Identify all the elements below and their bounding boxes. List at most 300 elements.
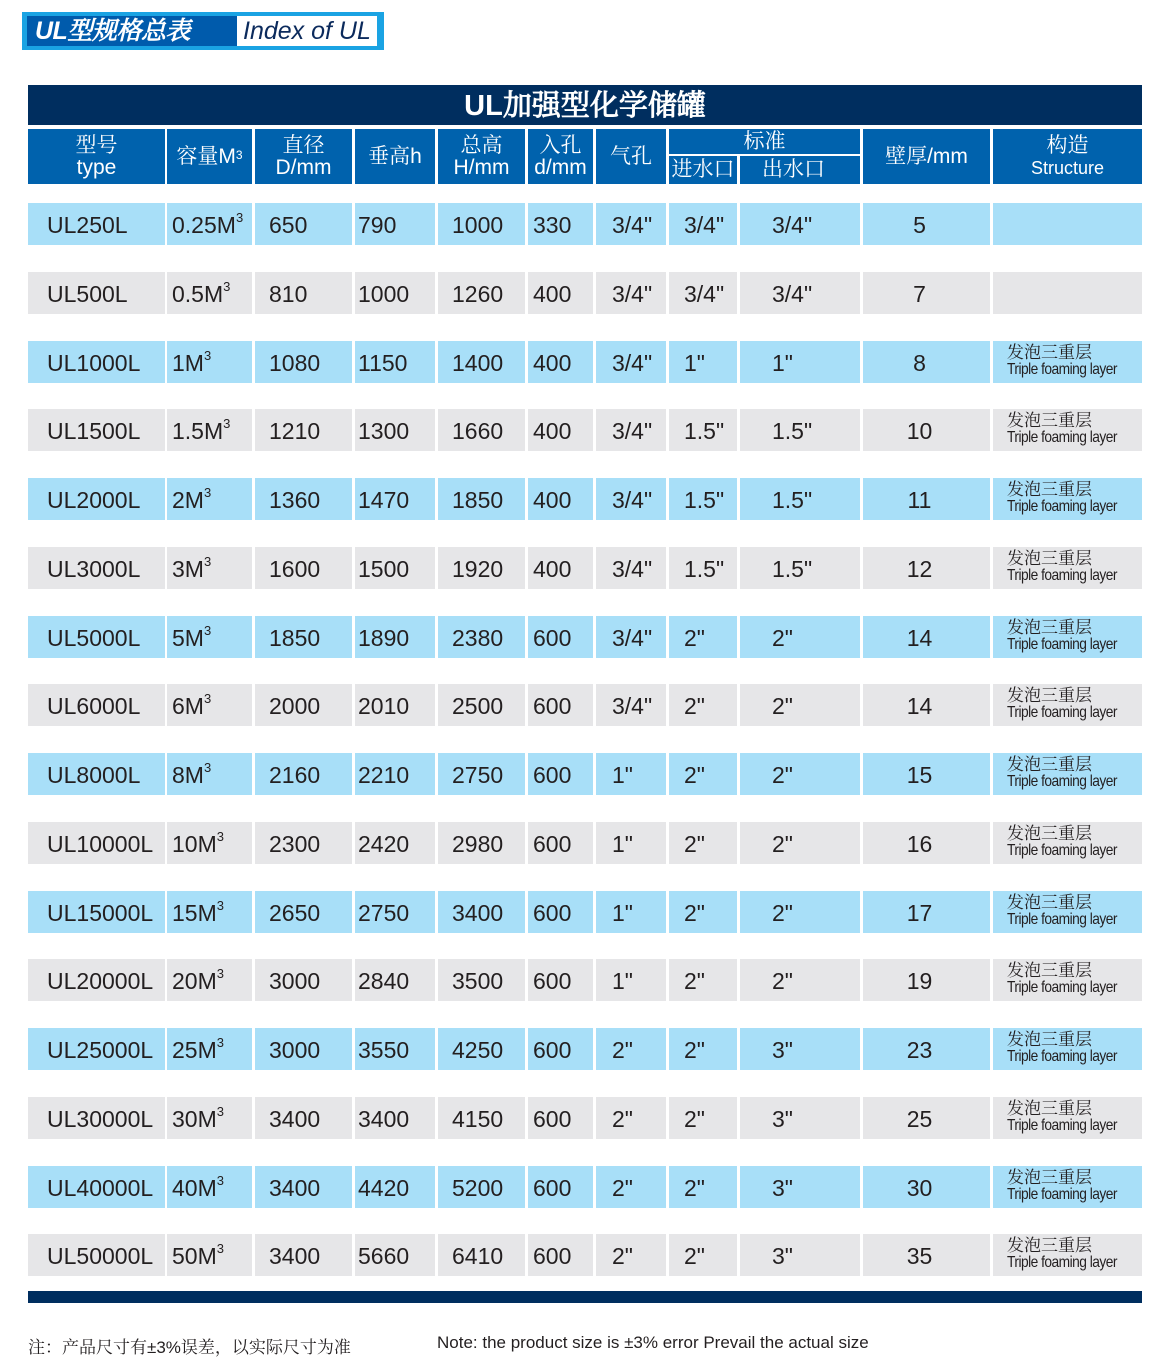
cell-vent — [596, 753, 666, 795]
cell-capacity-sup: 3 — [235, 210, 244, 225]
cell-height — [355, 341, 435, 383]
cell-capacity-value: 2M — [172, 487, 204, 513]
cell-manhole — [528, 1097, 593, 1139]
cell-outlet-value: 3/4" — [772, 280, 813, 307]
header-diameter — [255, 129, 352, 184]
cell-type — [28, 341, 165, 383]
cell-diameter-value: 1850 — [269, 624, 321, 651]
cell-structure — [993, 341, 1142, 383]
cell-manhole-value: 400 — [533, 280, 572, 307]
cell-capacity-sup: 3 — [203, 485, 212, 500]
cell-type-value: UL250L — [47, 212, 128, 238]
cell-type-value: UL5000L — [47, 624, 141, 651]
cell-capacity-sup: 3 — [223, 416, 231, 432]
cell-capacity-value: 25M — [172, 1037, 217, 1063]
cell-outlet — [740, 478, 860, 520]
header-structure-cn: 构造 — [1046, 133, 1089, 157]
cell-inlet-value: 1.5" — [684, 418, 725, 445]
cell-capacity — [167, 753, 252, 795]
cell-diameter-value: 650 — [269, 212, 308, 238]
cell-diameter-value: 3400 — [269, 1174, 321, 1201]
cell-diameter — [255, 891, 352, 933]
cell-total-height — [438, 341, 525, 383]
footer-note-cn: 注：产品尺寸有±3%误差，以实际尺寸为准 — [28, 1338, 351, 1357]
cell-inlet-value: 2" — [684, 1174, 705, 1201]
cell-outlet-value: 3" — [772, 1105, 793, 1132]
cell-capacity-value: 15M — [172, 899, 217, 926]
cell-total-height — [438, 203, 525, 245]
cell-total-height — [438, 1028, 525, 1070]
cell-diameter — [255, 616, 352, 658]
cell-wall-value: 7 — [913, 280, 926, 307]
cell-outlet — [740, 822, 860, 864]
cell-vent — [596, 684, 666, 726]
cell-manhole-value: 400 — [533, 349, 572, 376]
cell-type — [28, 547, 165, 589]
cell-total-height-value: 2500 — [452, 693, 504, 720]
cell-manhole — [528, 203, 593, 245]
cell-wall — [863, 272, 990, 314]
cell-outlet — [740, 1166, 860, 1208]
cell-capacity-value: 10M — [172, 830, 217, 857]
cell-capacity-value: 5M — [172, 624, 204, 651]
header-vent-label: 气孔 — [610, 144, 652, 168]
cell-diameter-value: 2000 — [269, 693, 321, 720]
cell-manhole-value: 600 — [533, 1037, 572, 1063]
cell-outlet-value: 3" — [772, 1174, 793, 1201]
cell-wall-value: 16 — [906, 830, 933, 857]
cell-structure-en: Triple foaming layer — [1007, 1254, 1118, 1272]
cell-capacity — [167, 822, 252, 864]
cell-inlet-value: 2" — [684, 1243, 705, 1270]
cell-inlet — [669, 1028, 737, 1070]
cell-outlet — [740, 959, 860, 1001]
cell-diameter — [255, 959, 352, 1001]
cell-diameter — [255, 1234, 352, 1276]
cell-total-height — [438, 409, 525, 451]
cell-height-value: 1150 — [358, 349, 408, 376]
header-standard-group — [669, 129, 860, 184]
cell-capacity — [167, 1234, 252, 1276]
cell-outlet — [740, 547, 860, 589]
cell-structure — [993, 203, 1142, 245]
cell-vent — [596, 341, 666, 383]
cell-outlet — [740, 272, 860, 314]
cell-structure — [993, 1234, 1142, 1276]
cell-diameter — [255, 1097, 352, 1139]
cell-wall — [863, 822, 990, 864]
cell-inlet-value: 3/4" — [684, 280, 725, 307]
footer-note-en: Note: the product size is ±3% error Prevail the actual size — [437, 1333, 869, 1352]
cell-outlet-value: 1.5" — [772, 418, 813, 445]
cell-type-value: UL1500L — [47, 418, 141, 445]
cell-diameter — [255, 547, 352, 589]
badge-title-cn: UL型规格总表 — [27, 16, 237, 46]
cell-structure — [993, 684, 1142, 726]
header-height — [355, 129, 435, 184]
cell-total-height — [438, 272, 525, 314]
header-structure-en: Structure — [1030, 157, 1105, 178]
cell-outlet — [740, 753, 860, 795]
cell-outlet — [740, 1234, 860, 1276]
cell-height — [355, 1028, 435, 1070]
cell-type-value: UL1000L — [47, 349, 141, 376]
cell-vent — [596, 616, 666, 658]
cell-manhole — [528, 684, 593, 726]
cell-inlet-value: 1" — [684, 349, 705, 376]
cell-outlet-value: 2" — [772, 830, 793, 857]
cell-structure — [993, 409, 1142, 451]
cell-structure-cn: 发泡三重层 — [1007, 755, 1092, 774]
header-total-height — [438, 129, 525, 184]
cell-manhole — [528, 547, 593, 589]
cell-height-value: 2010 — [358, 693, 410, 720]
cell-diameter-value: 1210 — [269, 418, 321, 445]
cell-vent-value: 2" — [612, 1037, 633, 1063]
cell-outlet-value: 2" — [772, 624, 793, 651]
cell-type — [28, 753, 165, 795]
cell-structure — [993, 616, 1142, 658]
cell-structure — [993, 891, 1142, 933]
cell-total-height — [438, 1234, 525, 1276]
cell-capacity-value: 6M — [172, 693, 204, 720]
cell-type — [28, 684, 165, 726]
cell-inlet — [669, 1234, 737, 1276]
cell-vent — [596, 1234, 666, 1276]
table-row — [0, 684, 1176, 726]
cell-structure-en: Triple foaming layer — [1007, 1048, 1118, 1065]
cell-structure — [993, 478, 1142, 520]
cell-type-value: UL40000L — [47, 1174, 154, 1201]
cell-total-height — [438, 547, 525, 589]
cell-type — [28, 959, 165, 1001]
cell-manhole — [528, 272, 593, 314]
cell-capacity — [167, 1166, 252, 1208]
cell-inlet — [669, 1097, 737, 1139]
cell-height-value: 2420 — [358, 830, 410, 857]
cell-type — [28, 272, 165, 314]
cell-capacity-sup: 3 — [216, 828, 224, 844]
cell-structure-en: Triple foaming layer — [1007, 635, 1118, 653]
cell-structure — [993, 272, 1142, 314]
cell-total-height-value: 5200 — [452, 1174, 504, 1201]
cell-capacity — [167, 959, 252, 1001]
cell-outlet — [740, 684, 860, 726]
cell-capacity — [167, 272, 252, 314]
cell-capacity-sup: 3 — [216, 1035, 224, 1050]
header-manhole — [528, 129, 593, 184]
header-type-cn: 型号 — [75, 133, 118, 157]
table-row — [0, 547, 1176, 589]
cell-manhole — [528, 1166, 593, 1208]
cell-vent-value: 2" — [612, 1174, 633, 1201]
header-capacity-label: 容量M — [176, 144, 236, 168]
cell-inlet — [669, 616, 737, 658]
cell-type — [28, 616, 165, 658]
cell-inlet — [669, 684, 737, 726]
cell-total-height-value: 1000 — [452, 212, 504, 238]
cell-type-value: UL2000L — [47, 487, 141, 513]
cell-outlet — [740, 203, 860, 245]
cell-capacity-value: 50M — [172, 1243, 217, 1270]
cell-total-height-value: 4150 — [452, 1105, 504, 1132]
cell-diameter-value: 1080 — [269, 349, 321, 376]
cell-inlet — [669, 891, 737, 933]
cell-structure — [993, 547, 1142, 589]
cell-outlet-value: 1" — [772, 349, 793, 376]
cell-inlet-value: 3/4" — [684, 212, 725, 238]
header-wall — [863, 129, 990, 184]
cell-outlet — [740, 341, 860, 383]
cell-capacity-value: 30M — [172, 1105, 217, 1132]
cell-outlet-value: 2" — [772, 693, 793, 720]
cell-manhole-value: 400 — [533, 418, 572, 445]
cell-vent — [596, 409, 666, 451]
cell-manhole — [528, 478, 593, 520]
cell-diameter-value: 3400 — [269, 1243, 321, 1270]
cell-manhole-value: 400 — [533, 487, 572, 513]
cell-inlet — [669, 959, 737, 1001]
cell-inlet — [669, 272, 737, 314]
cell-vent — [596, 203, 666, 245]
header-vent — [596, 129, 666, 184]
cell-diameter-value: 1600 — [269, 555, 321, 582]
cell-height-value: 2210 — [358, 762, 410, 788]
cell-capacity — [167, 341, 252, 383]
cell-diameter — [255, 753, 352, 795]
cell-wall — [863, 203, 990, 245]
cell-manhole — [528, 1234, 593, 1276]
cell-type-value: UL10000L — [47, 830, 154, 857]
cell-structure-en: Triple foaming layer — [1007, 773, 1118, 790]
cell-height — [355, 891, 435, 933]
cell-structure-cn: 发泡三重层 — [1007, 1236, 1092, 1256]
cell-wall-value: 17 — [906, 899, 933, 926]
cell-vent — [596, 959, 666, 1001]
cell-structure-cn: 发泡三重层 — [1007, 1098, 1092, 1118]
cell-height-value: 5660 — [358, 1243, 410, 1270]
cell-diameter-value: 2300 — [269, 830, 321, 857]
cell-inlet-value: 2" — [684, 830, 705, 857]
table-row — [0, 341, 1176, 383]
cell-height-value: 1300 — [358, 418, 410, 445]
cell-wall — [863, 341, 990, 383]
cell-height — [355, 478, 435, 520]
table-row — [0, 891, 1176, 933]
cell-manhole — [528, 959, 593, 1001]
cell-diameter — [255, 203, 352, 245]
header-capacity-sup: 3 — [235, 147, 243, 162]
cell-total-height — [438, 616, 525, 658]
cell-total-height — [438, 1097, 525, 1139]
cell-total-height — [438, 1166, 525, 1208]
cell-type-value: UL25000L — [47, 1037, 154, 1063]
cell-manhole — [528, 753, 593, 795]
cell-wall-value: 23 — [906, 1037, 933, 1063]
cell-capacity-sup: 3 — [203, 622, 212, 638]
cell-capacity-sup: 3 — [203, 553, 212, 569]
cell-vent — [596, 547, 666, 589]
cell-inlet — [669, 341, 737, 383]
cell-manhole-value: 600 — [533, 693, 572, 720]
cell-manhole-value: 600 — [533, 762, 572, 788]
cell-height-value: 4420 — [358, 1174, 410, 1201]
cell-structure-cn: 发泡三重层 — [1007, 617, 1092, 637]
cell-inlet-value: 2" — [684, 624, 705, 651]
cell-diameter-value: 2650 — [269, 899, 321, 926]
cell-height — [355, 1166, 435, 1208]
cell-type — [28, 891, 165, 933]
cell-structure-cn: 发泡三重层 — [1007, 548, 1092, 568]
cell-height-value: 3400 — [358, 1105, 410, 1132]
cell-height — [355, 1097, 435, 1139]
cell-vent-value: 2" — [612, 1243, 633, 1270]
cell-inlet-value: 2" — [684, 693, 705, 720]
header-type — [28, 129, 165, 184]
cell-structure-en: Triple foaming layer — [1007, 979, 1118, 997]
cell-manhole-value: 600 — [533, 1243, 572, 1270]
cell-structure-cn: 发泡三重层 — [1007, 342, 1092, 362]
cell-height — [355, 272, 435, 314]
cell-capacity-value: 1.5M — [172, 418, 224, 445]
cell-total-height — [438, 959, 525, 1001]
cell-manhole-value: 600 — [533, 1105, 572, 1132]
cell-height-value: 2750 — [358, 899, 410, 926]
cell-vent-value: 3/4" — [612, 555, 653, 582]
cell-structure-cn: 发泡三重层 — [1007, 480, 1092, 499]
cell-wall-value: 10 — [906, 418, 933, 445]
cell-manhole-value: 330 — [533, 212, 572, 238]
cell-capacity-sup: 3 — [216, 1172, 224, 1188]
cell-vent — [596, 1097, 666, 1139]
cell-inlet — [669, 753, 737, 795]
cell-type-value: UL30000L — [47, 1105, 154, 1132]
cell-structure — [993, 1028, 1142, 1070]
cell-capacity — [167, 478, 252, 520]
cell-structure — [993, 1097, 1142, 1139]
cell-inlet-value: 2" — [684, 899, 705, 926]
cell-diameter-value: 3400 — [269, 1105, 321, 1132]
cell-structure-en: Triple foaming layer — [1007, 1185, 1118, 1203]
cell-vent — [596, 891, 666, 933]
cell-diameter-value: 2160 — [269, 762, 321, 788]
cell-structure-cn: 发泡三重层 — [1007, 1167, 1092, 1187]
cell-total-height-value: 2980 — [452, 830, 504, 857]
cell-height — [355, 753, 435, 795]
table-row — [0, 753, 1176, 795]
table-row — [0, 959, 1176, 1001]
header-manhole-en: d/mm — [534, 155, 587, 179]
cell-outlet — [740, 1097, 860, 1139]
cell-total-height — [438, 684, 525, 726]
cell-height-value: 1890 — [358, 624, 410, 651]
cell-capacity-value: 0.5M — [172, 280, 224, 307]
cell-capacity-sup: 3 — [203, 760, 212, 775]
cell-wall — [863, 1166, 990, 1208]
table-row — [0, 1097, 1176, 1139]
cell-type — [28, 1097, 165, 1139]
cell-capacity-sup: 3 — [216, 897, 224, 913]
cell-total-height-value: 4250 — [452, 1037, 504, 1063]
cell-height — [355, 959, 435, 1001]
cell-manhole-value: 400 — [533, 555, 572, 582]
cell-height — [355, 409, 435, 451]
cell-vent-value: 3/4" — [612, 418, 653, 445]
cell-inlet — [669, 409, 737, 451]
cell-wall-value: 11 — [907, 487, 932, 513]
cell-capacity-sup: 3 — [223, 278, 231, 294]
cell-vent — [596, 1028, 666, 1070]
cell-structure-cn: 发泡三重层 — [1007, 823, 1092, 843]
cell-height — [355, 822, 435, 864]
cell-type-value: UL50000L — [47, 1243, 154, 1270]
cell-wall — [863, 1028, 990, 1070]
cell-inlet-value: 2" — [684, 762, 705, 788]
cell-manhole-value: 600 — [533, 1174, 572, 1201]
cell-capacity-sup: 3 — [216, 1103, 224, 1119]
cell-capacity-value: 0.25M — [172, 212, 236, 238]
cell-wall — [863, 616, 990, 658]
page-badge — [22, 12, 384, 50]
header-manhole-cn: 入孔 — [539, 133, 582, 157]
cell-vent-value: 1" — [612, 762, 633, 788]
cell-total-height-value: 1260 — [452, 280, 504, 307]
table-row — [0, 203, 1176, 245]
cell-outlet-value: 2" — [772, 762, 793, 788]
cell-structure-en: Triple foaming layer — [1007, 910, 1118, 928]
cell-type — [28, 1234, 165, 1276]
cell-capacity-value: 1M — [172, 349, 204, 376]
cell-type — [28, 822, 165, 864]
header-height-label: 垂高h — [368, 144, 422, 168]
cell-type-value: UL20000L — [47, 968, 154, 995]
cell-structure-en: Triple foaming layer — [1007, 841, 1118, 859]
cell-wall — [863, 891, 990, 933]
cell-wall-value: 8 — [913, 349, 926, 376]
cell-manhole — [528, 409, 593, 451]
cell-type — [28, 203, 165, 245]
cell-wall — [863, 684, 990, 726]
cell-vent-value: 3/4" — [612, 212, 653, 238]
cell-height-value: 790 — [358, 212, 397, 238]
cell-total-height-value: 1400 — [452, 349, 504, 376]
cell-vent-value: 2" — [612, 1105, 633, 1132]
cell-type-value: UL8000L — [47, 762, 141, 788]
cell-wall — [863, 959, 990, 1001]
cell-outlet-value: 3/4" — [772, 212, 813, 238]
cell-height-value: 2840 — [358, 968, 410, 995]
header-diameter-en: D/mm — [275, 155, 332, 179]
cell-structure-cn: 发泡三重层 — [1007, 411, 1092, 431]
table-row — [0, 1166, 1176, 1208]
cell-wall-value: 25 — [906, 1105, 933, 1132]
cell-vent-value: 3/4" — [612, 624, 653, 651]
cell-wall-value: 15 — [906, 762, 933, 788]
cell-diameter-value: 1360 — [269, 487, 321, 513]
header-structure — [993, 129, 1142, 184]
cell-wall-value: 12 — [906, 555, 933, 582]
cell-wall-value: 14 — [906, 624, 933, 651]
table-row — [0, 1234, 1176, 1276]
cell-capacity — [167, 409, 252, 451]
cell-type-value: UL500L — [47, 280, 128, 307]
badge-title-en: Index of UL — [237, 16, 377, 46]
cell-diameter — [255, 478, 352, 520]
cell-height — [355, 547, 435, 589]
cell-outlet-value: 2" — [772, 899, 793, 926]
table-bottom-bar — [28, 1291, 1142, 1303]
table-row — [0, 272, 1176, 314]
